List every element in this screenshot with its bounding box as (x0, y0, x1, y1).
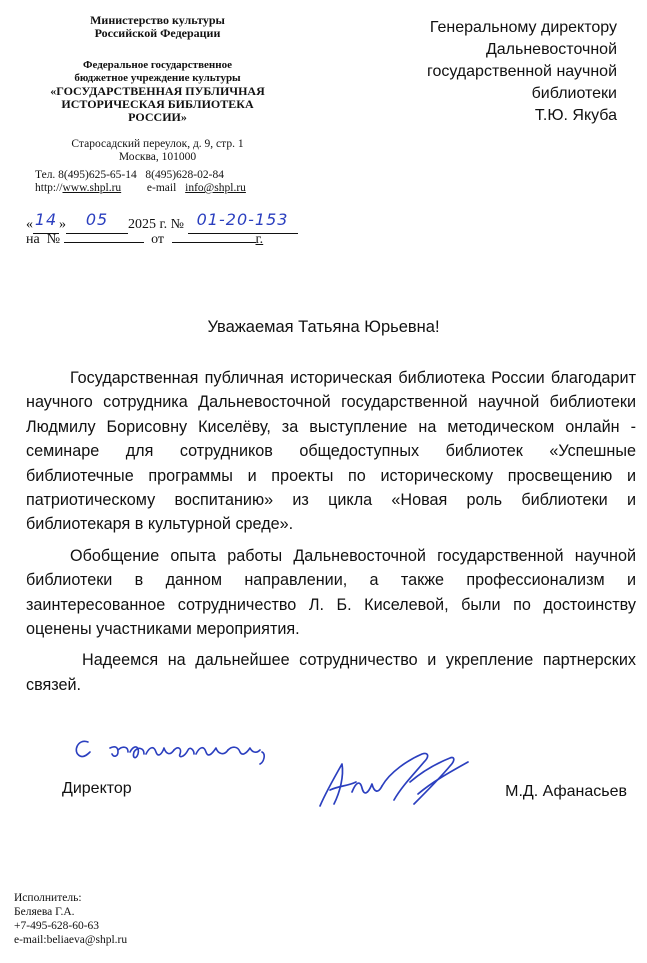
reply-from: от (151, 232, 165, 247)
email-prefix: e-mail (146, 182, 177, 194)
signatory-title: Директор (62, 780, 132, 797)
recipient-block (387, 17, 617, 127)
letter-body (26, 366, 636, 704)
registration-day: 14 (34, 210, 58, 229)
web-email-row (35, 182, 246, 195)
close-quote: » (59, 217, 66, 232)
institution-name (30, 59, 285, 124)
registration-month: 05 (85, 210, 109, 229)
ministry-name (30, 14, 285, 40)
institution-line-1: Федеральное государственное (83, 59, 232, 71)
salutation: Уважаемая Татьяна Юрьевна! (207, 318, 440, 336)
number-sign: № (170, 217, 185, 232)
open-quote: « (26, 217, 33, 232)
director-signature (290, 742, 490, 822)
reply-date-blank (172, 242, 256, 243)
recipient-line-4: библиотеки (531, 85, 617, 102)
reply-number-blank (64, 242, 144, 243)
recipient-line-1: Генеральному директору (429, 19, 617, 36)
email-link[interactable]: info@shpl.ru (185, 182, 246, 194)
phone-numbers: Тел. 8(495)625-65-14 8(495)628-02-84 (35, 169, 224, 181)
executor-label: Исполнитель: (14, 892, 82, 904)
reply-year: г. (255, 232, 264, 247)
address-line-2: Москва, 101000 (118, 151, 197, 163)
signatory-name: М.Д. Афанасьев (505, 783, 627, 800)
reply-reference (26, 232, 263, 248)
executor-email[interactable]: e-mail:beliaeva@shpl.ru (14, 934, 128, 946)
address-line-1: Старосадский переулок, д. 9, стр. 1 (71, 138, 244, 150)
institution-line-4: ИСТОРИЧЕСКАЯ БИБЛИОТЕКА (61, 97, 254, 111)
body-paragraph-3: Надеемся на дальнейшее сотрудничество и укрепление партнерских связей. (26, 651, 636, 694)
document-registration (26, 210, 298, 234)
body-paragraph-2: Обобщение опыта работы Дальневосточной государственной научной библиотеки в данном направлении, а также профессионализм и заинтересованное сотрудничество Л. Б. Киселевой, были по достоинству оценены участниками мероприятия. (26, 546, 636, 639)
institution-contacts (35, 169, 246, 195)
web-prefix: http:// (35, 182, 63, 194)
registration-year: 2025 г. (128, 217, 168, 232)
reply-prefix: на № (26, 232, 61, 247)
handwritten-greeting (70, 724, 310, 774)
executor-info (14, 891, 127, 947)
institution-line-2: бюджетное учреждение культуры (74, 72, 241, 84)
executor-name: Беляева Г.А. (14, 906, 75, 918)
ministry-line-2: Российской Федерации (94, 26, 221, 40)
ministry-line-1: Министерство культуры (90, 13, 225, 27)
institution-line-5: РОССИИ» (128, 110, 187, 124)
recipient-line-3: государственной научной (426, 63, 617, 80)
registration-number: 01-20-153 (196, 210, 289, 229)
recipient-line-2: Дальневосточной (485, 41, 617, 58)
institution-address (30, 138, 285, 164)
recipient-line-5: Т.Ю. Якуба (534, 107, 617, 124)
institution-line-3: «ГОСУДАРСТВЕННАЯ ПУБЛИЧНАЯ (50, 84, 265, 98)
body-paragraph-1: Государственная публичная историческая библиотека России благодарит научного сотрудника Дальневосточной государственной научной библиотеки Людмилу Борисовну Киселёву, за выступление на методическом онлайн - семинаре для сотрудников общедоступных библиотек «Успешные библиотечные программы и проекты по историческому просвещению и патриотическому воспитанию» из цикла «Новая роль библиотеки и библиотекаря в культурной среде». (26, 369, 636, 534)
executor-phone: +7-495-628-60-63 (14, 920, 100, 932)
website-link[interactable]: www.shpl.ru (62, 182, 122, 194)
